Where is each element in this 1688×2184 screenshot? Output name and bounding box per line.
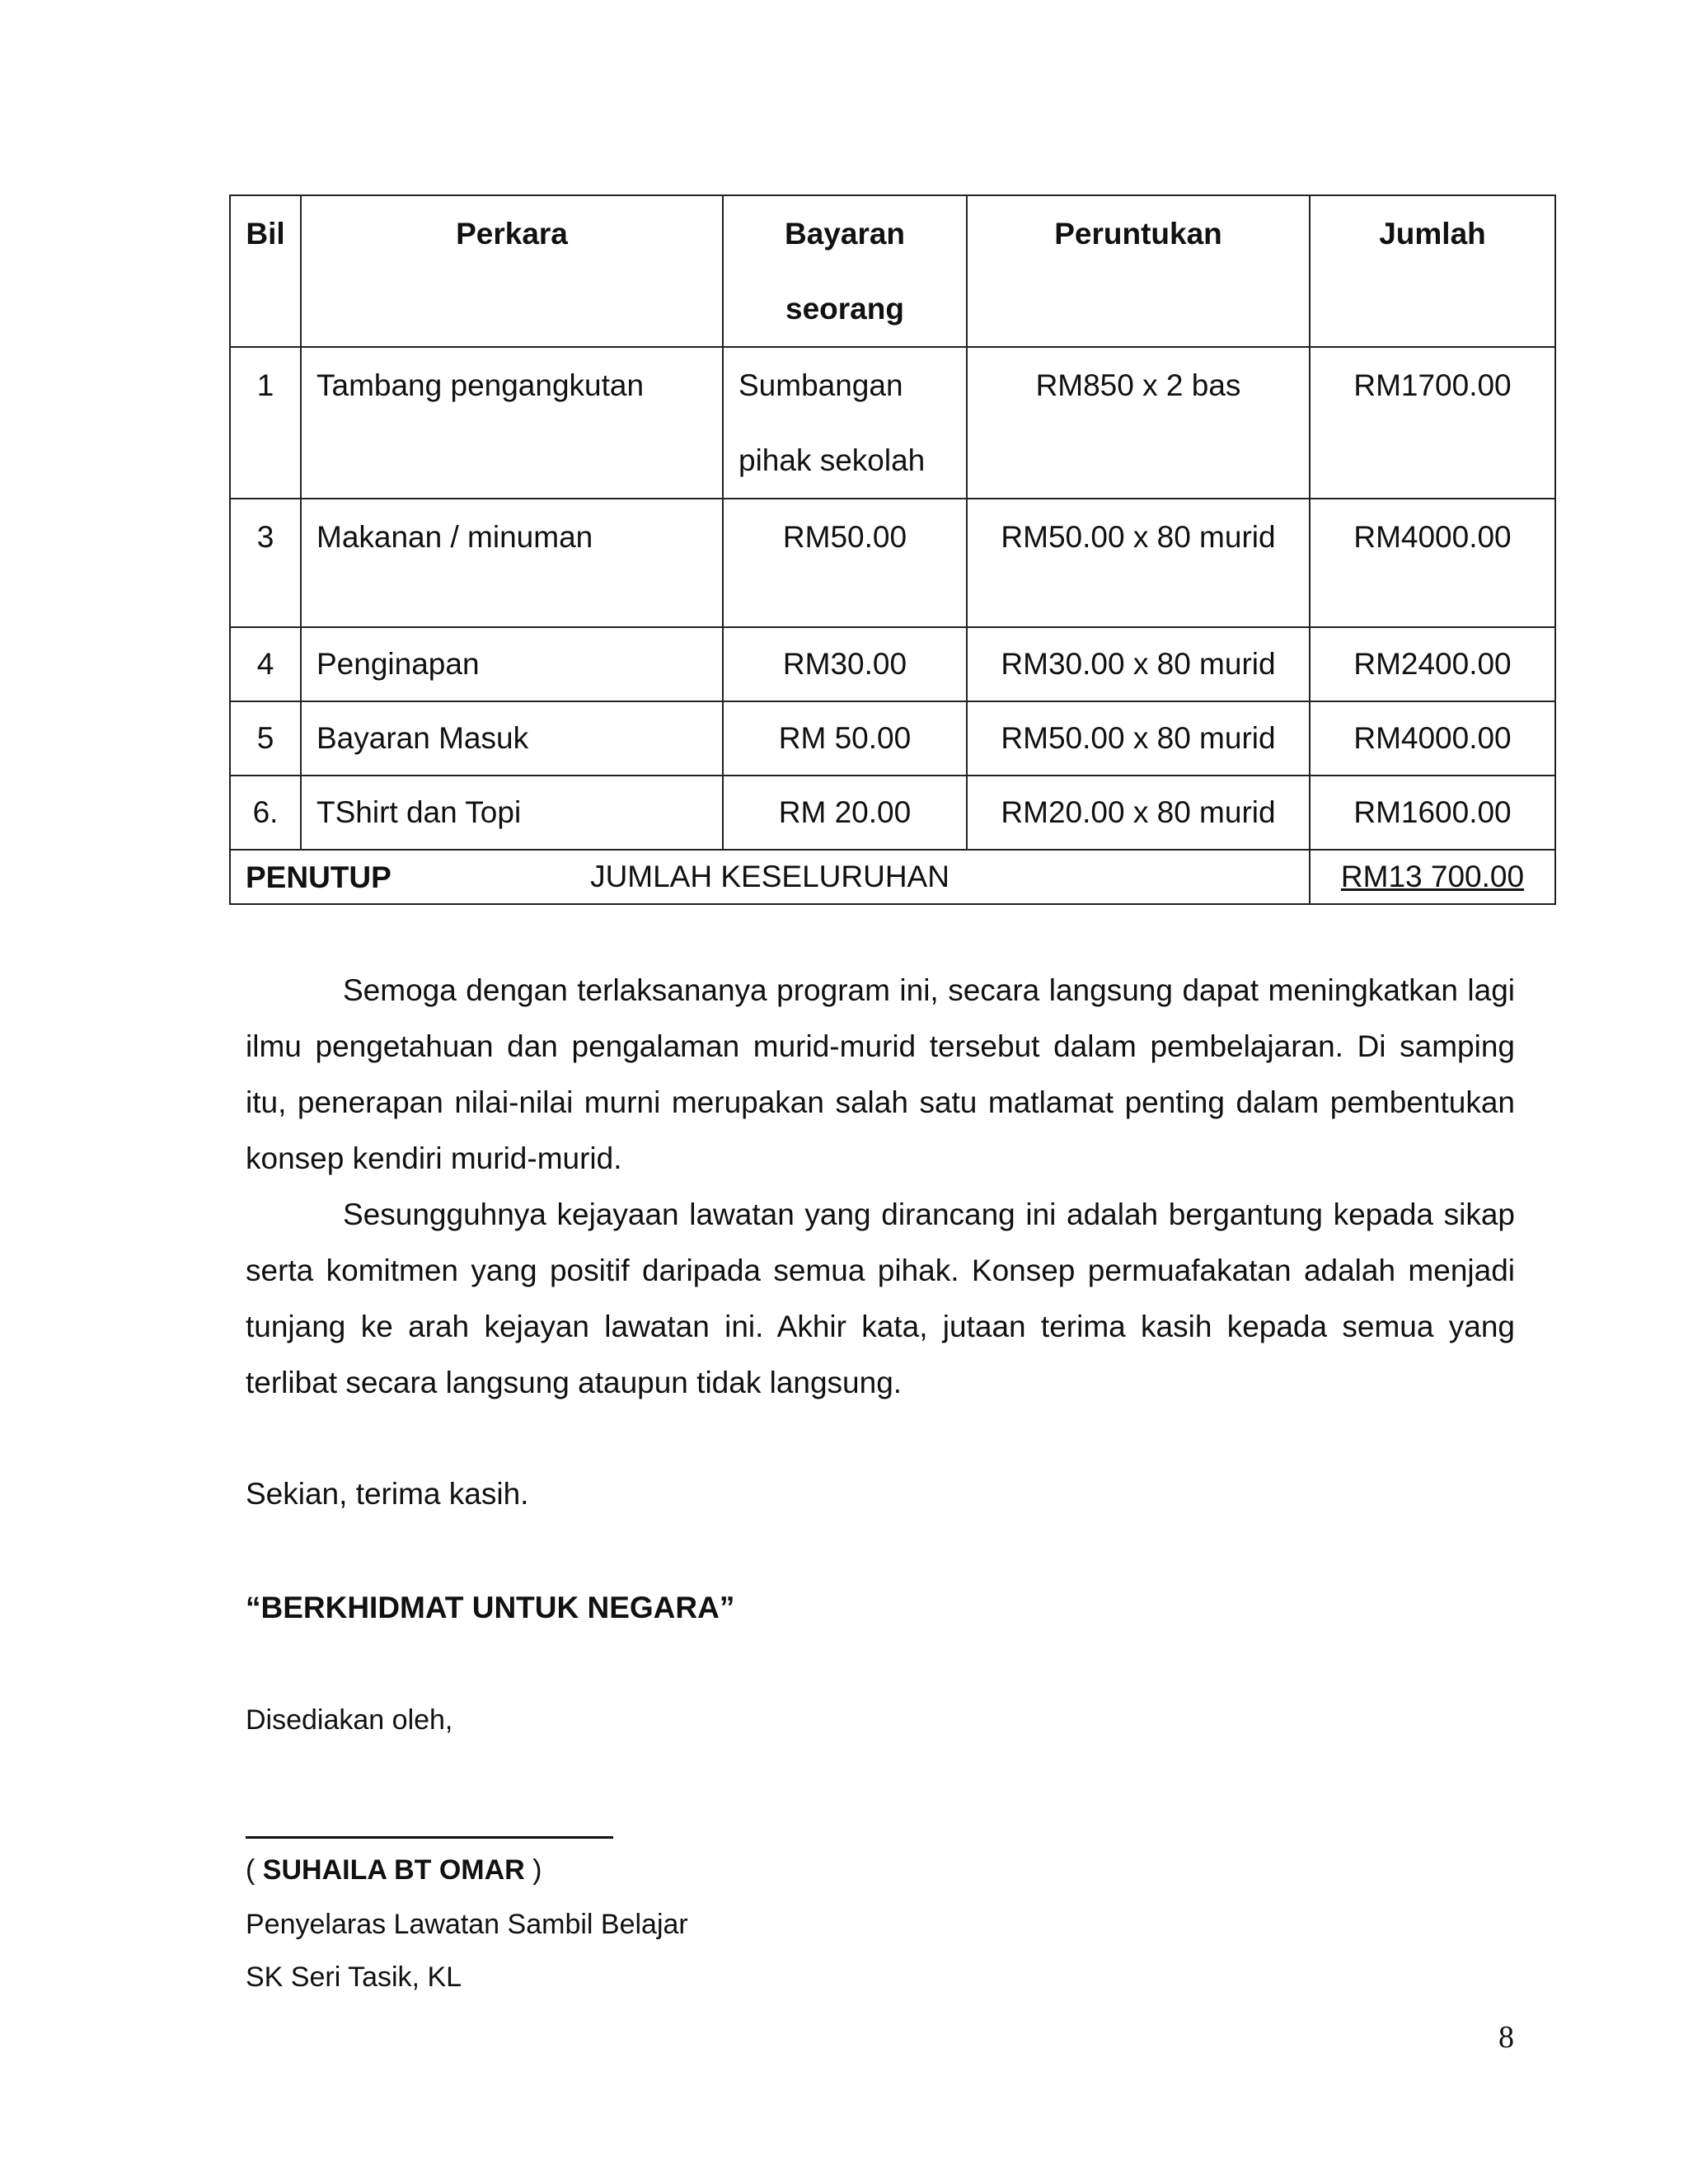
closing-heading: PENUTUP — [246, 860, 392, 894]
cell-jumlah: RM4000.00 — [1310, 701, 1555, 776]
total-label: JUMLAH KESELURUHAN — [230, 850, 1310, 904]
name-text: SUHAILA BT OMAR — [262, 1854, 525, 1886]
cell-peruntukan: RM30.00 x 80 murid — [967, 627, 1310, 701]
closing-paragraph-2: Sesungguhnya kejayaan lawatan yang dirancang ini adalah bergantung kepada sikap serta komitmen yang positif daripada semua pihak. Konsep permuafakatan adalah menjadi tunjang ke arah kejayan lawatan ini. Akhir kata, jutaan terima kasih kepada semua yang terlibat secara langsung ataupun tidak langsung. — [246, 1197, 1515, 1399]
cell-perkara: Makanan / minuman — [301, 499, 723, 627]
signatory-name — [246, 1854, 542, 1886]
cell-peruntukan: RM50.00 x 80 murid — [967, 499, 1310, 627]
cell-jumlah: RM4000.00 — [1310, 499, 1555, 627]
header-peruntukan: Peruntukan — [967, 195, 1310, 347]
cell-jumlah: RM2400.00 — [1310, 627, 1555, 701]
signatory-school: SK Seri Tasik, KL — [246, 1961, 462, 1993]
cell-bayaran: RM30.00 — [723, 627, 967, 701]
table-total-row — [230, 850, 1555, 904]
signature-line — [246, 1836, 613, 1839]
table-row — [230, 627, 1555, 701]
table-header-row — [230, 195, 1555, 347]
cell-jumlah: RM1700.00 — [1310, 347, 1555, 499]
cell-bayaran-line1: Sumbangan — [738, 368, 903, 402]
closing-thanks: Sekian, terima kasih. — [246, 1477, 529, 1511]
signatory-role: Penyelaras Lawatan Sambil Belajar — [246, 1909, 688, 1940]
cell-bil: 4 — [230, 627, 301, 701]
cell-perkara: Tambang pengangkutan — [301, 347, 723, 499]
table-row — [230, 499, 1555, 627]
cell-bayaran — [723, 347, 967, 499]
cell-bil: 3 — [230, 499, 301, 627]
budget-table — [229, 194, 1556, 905]
page-number: 8 — [1498, 2020, 1514, 2055]
cell-bayaran: RM 50.00 — [723, 701, 967, 776]
header-perkara: Perkara — [301, 195, 723, 347]
cell-bil: 6. — [230, 776, 301, 850]
cell-bayaran-line2: pihak sekolah — [738, 443, 926, 477]
cell-jumlah: RM1600.00 — [1310, 776, 1555, 850]
cell-peruntukan: RM50.00 x 80 murid — [967, 701, 1310, 776]
table-row — [230, 701, 1555, 776]
total-value: RM13 700.00 — [1310, 850, 1555, 904]
motto: “BERKHIDMAT UNTUK NEGARA” — [246, 1591, 735, 1624]
name-close-paren: ) — [524, 1854, 542, 1886]
prepared-by: Disediakan oleh, — [246, 1704, 453, 1736]
header-bayaran-line1: Bayaran — [784, 217, 906, 251]
name-open-paren: ( — [246, 1854, 263, 1886]
cell-perkara: Bayaran Masuk — [301, 701, 723, 776]
cell-bayaran: RM 20.00 — [723, 776, 967, 850]
cell-perkara: TShirt dan Topi — [301, 776, 723, 850]
table-row — [230, 347, 1555, 499]
cell-bil: 5 — [230, 701, 301, 776]
cell-bayaran: RM50.00 — [723, 499, 967, 627]
cell-bil: 1 — [230, 347, 301, 499]
header-bayaran-line2: seorang — [785, 292, 904, 326]
header-jumlah: Jumlah — [1310, 195, 1555, 347]
budget-table-container — [229, 194, 1554, 905]
cell-perkara: Penginapan — [301, 627, 723, 701]
cell-peruntukan: RM850 x 2 bas — [967, 347, 1310, 499]
table-row — [230, 776, 1555, 850]
header-bil: Bil — [230, 195, 301, 347]
header-bayaran — [723, 195, 967, 347]
closing-paragraph-1: Semoga dengan terlaksananya program ini, secara langsung dapat meningkatkan lagi ilmu pengetahuan dan pengalaman murid-murid tersebut dalam pembelajaran. Di samping itu, penerapan nilai-nilai murni merupakan salah satu matlamat penting dalam pembentukan konsep kendiri murid-murid. — [246, 973, 1515, 1175]
cell-peruntukan: RM20.00 x 80 murid — [967, 776, 1310, 850]
